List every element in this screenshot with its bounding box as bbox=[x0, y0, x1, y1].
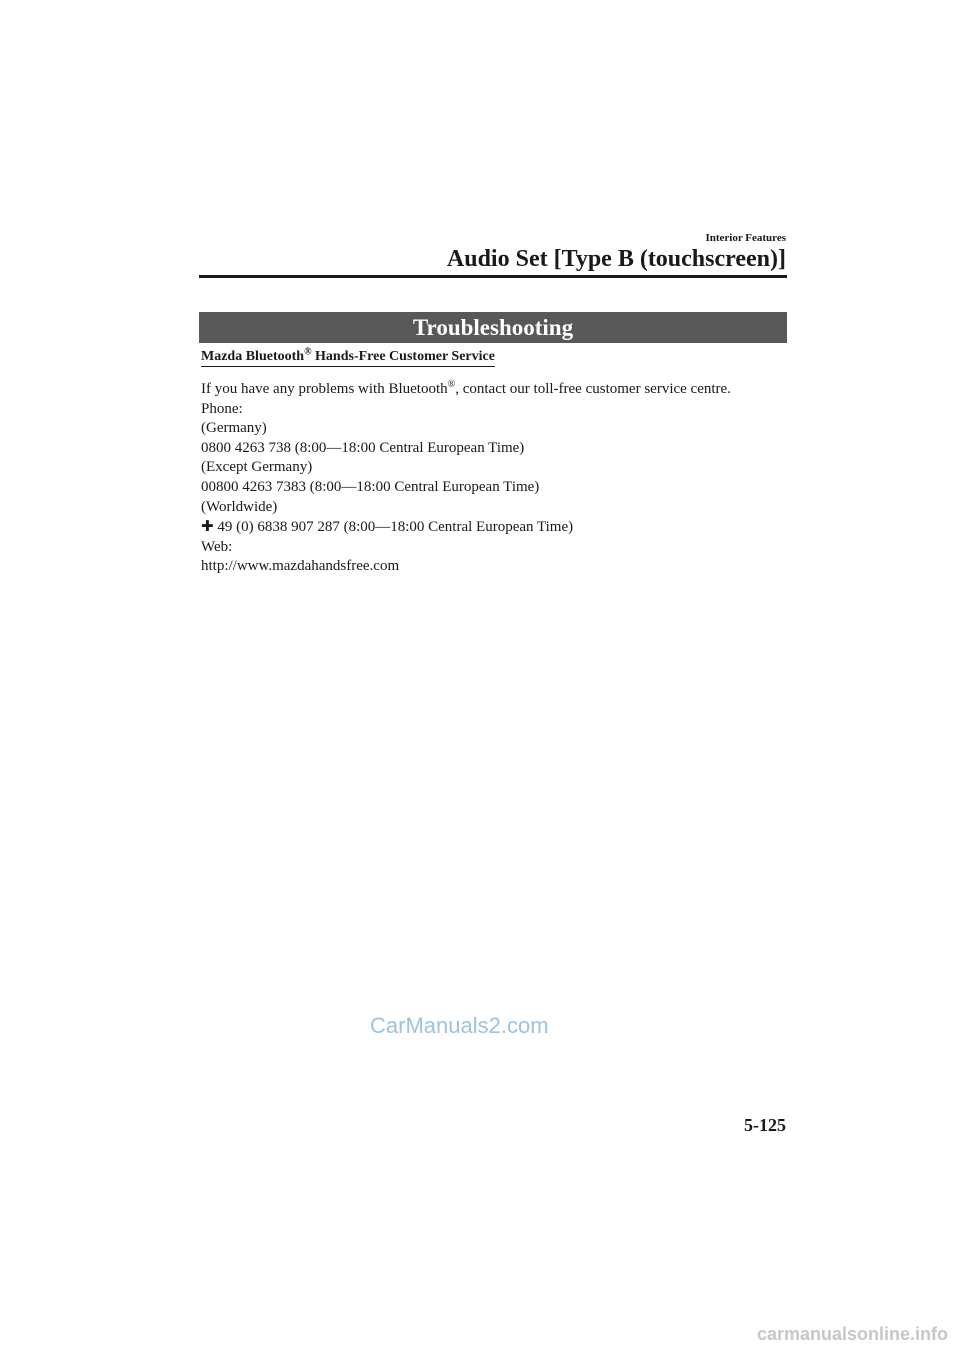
worldwide-number-text: 49 (0) 6838 907 287 (8:00―18:00 Central European Time) bbox=[213, 519, 574, 536]
subheading bbox=[201, 346, 495, 367]
section-title: Troubleshooting bbox=[412, 315, 574, 340]
except-germany-label: (Except Germany) bbox=[201, 459, 313, 476]
plus-icon: ✚ bbox=[201, 517, 214, 536]
body-text bbox=[201, 380, 787, 577]
registered-mark: ® bbox=[304, 346, 312, 358]
except-germany-phone-number: 00800 4263 7383 (8:00―18:00 Central European Time) bbox=[201, 478, 540, 495]
intro-paragraph bbox=[201, 380, 787, 400]
intro-text-end: , contact our toll-free customer service centre. bbox=[455, 381, 731, 397]
page-header-title: Audio Set [Type B (touchscreen)] bbox=[446, 246, 786, 272]
subheading-text-start: Mazda Bluetooth bbox=[201, 349, 305, 364]
germany-label: (Germany) bbox=[201, 420, 267, 437]
header-divider bbox=[199, 275, 787, 278]
web-label: Web: bbox=[201, 538, 233, 555]
section-title-bar bbox=[199, 312, 787, 343]
worldwide-label: (Worldwide) bbox=[201, 498, 278, 515]
germany-phone-number: 0800 4263 738 (8:00―18:00 Central European Time) bbox=[201, 439, 525, 456]
web-url[interactable]: http://www.mazdahandsfree.com bbox=[201, 558, 400, 575]
registered-mark: ® bbox=[447, 379, 456, 390]
page-number: 5-125 bbox=[744, 1115, 786, 1135]
site-watermark: CarManuals2.com bbox=[370, 1013, 549, 1038]
footer-watermark: carmanualsonline.info bbox=[756, 1324, 948, 1344]
intro-text-start: If you have any problems with Bluetooth bbox=[201, 381, 448, 397]
phone-label: Phone: bbox=[201, 400, 243, 417]
worldwide-phone-number bbox=[201, 517, 787, 538]
subheading-text-end: Hands-Free Customer Service bbox=[311, 349, 495, 364]
chapter-label: Interior Features bbox=[705, 232, 786, 244]
